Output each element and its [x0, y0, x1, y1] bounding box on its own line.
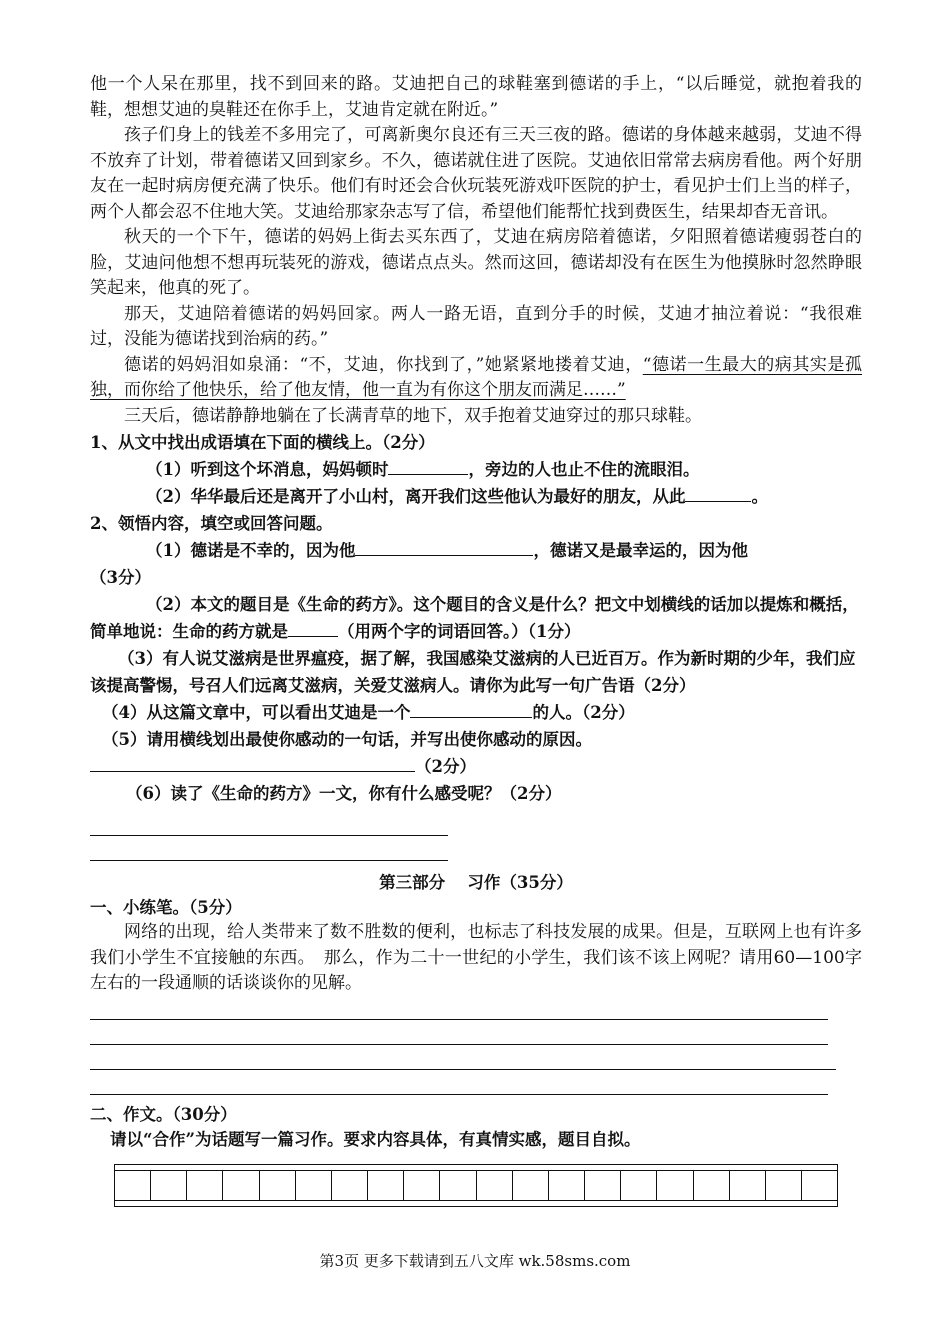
grid-cell[interactable]: [513, 1171, 549, 1200]
grid-cell[interactable]: [440, 1171, 476, 1200]
q1-2-text-a: （2）华华最后还是离开了小山村，离开我们这些他认为最好的朋友，从此: [146, 487, 686, 506]
q2-5-score: （2分）: [415, 757, 476, 776]
q2-4-answer-blank[interactable]: [410, 699, 532, 718]
grid-cell[interactable]: [368, 1171, 404, 1200]
grid-cell[interactable]: [730, 1171, 766, 1200]
grid-cell[interactable]: [296, 1171, 332, 1200]
grid-cell[interactable]: [260, 1171, 296, 1200]
q2-5-answer-blank[interactable]: [90, 753, 415, 772]
grid-cell[interactable]: [477, 1171, 513, 1200]
question-1-1: [90, 456, 862, 483]
question-1-title: 1、从文中找出成语填在下面的横线上。（2分）: [90, 433, 435, 452]
q2-5-answer-line: [90, 753, 862, 780]
page-footer: 第3页 更多下载请到五八文库 wk.58sms.com: [319, 1252, 631, 1270]
story-paragraph-1: 他一个人呆在那里，找不到回来的路。艾迪把自己的球鞋塞到德诺的手上，“以后睡觉，就抱着我的鞋，想想艾迪的臭鞋还在你手上，艾迪肯定就在附近。”: [90, 74, 862, 120]
part-3-heading: 第三部分 习作（35分）: [379, 873, 573, 892]
story-paragraph-2: 孩子们身上的钱差不多用完了，可离新奥尔良还有三天三夜的路。德诺的身体越来越弱，艾迪不得不放弃了计划，带着德诺又回到家乡。不久，德诺就住进了医院。艾迪依旧常常去病房看他。两个好朋友在一起时病房便充满了快乐。他们有时还会合伙玩装死游戏吓医院的护士，看见护士们上当的样子，两个人都会忍不住地大笑。艾迪给那家杂志写了信，希望他们能帮忙找到费医生，结果却杳无音讯。: [90, 125, 862, 222]
grid-top-border: [114, 1164, 838, 1171]
underlined-sentence: “德诺一生最大的病其实是孤独，而你给了他快乐，给了他友情，他一直为有你这个朋友而满足……”: [90, 354, 862, 400]
grid-cell[interactable]: [115, 1171, 151, 1200]
q2-1-score: （3分）: [90, 568, 151, 587]
composition-grid: [114, 1164, 838, 1207]
question-2-1: [90, 537, 862, 564]
question-2-3: （3）有人说艾滋病是世界瘟疫，据了解，我国感染艾滋病的人已近百万。作为新时期的少年，我们应该提高警惕，号召人们远离艾滋病，关爱艾滋病人。请你为此写一句广告语（2分）: [90, 649, 856, 695]
q2-1-text-a: （1）德诺是不幸的，因为他: [146, 541, 356, 560]
grid-cell[interactable]: [332, 1171, 368, 1200]
section-2-title: 二、作文。（30分）: [90, 1104, 237, 1124]
question-2-6: （6）读了《生命的药方》一文，你有什么感受呢？（2分）: [126, 784, 562, 803]
question-2-4: [90, 699, 862, 726]
grid-bottom-border: [114, 1200, 838, 1207]
grid-cell[interactable]: [151, 1171, 187, 1200]
question-2-5: （5）请用横线划出最使你感动的一句话，并写出使你感动的原因。: [102, 730, 592, 749]
q2-2-text-a: （2）本文的题目是《生命的药方》。这个题目的含义是什么？把文中划横线的话加以提炼和概括，简单地说：生命的药方就是: [90, 595, 859, 641]
story-paragraph-4: 那天，艾迪陪着德诺的妈妈回家。两人一路无语，直到分手的时候，艾迪才抽泣着说：“我很难过，没能为德诺找到治病的药。”: [90, 303, 862, 349]
grid-cell[interactable]: [585, 1171, 621, 1200]
q2-1-text-b: ，德诺又是最幸运的，因为他: [533, 541, 748, 560]
grid-cell[interactable]: [694, 1171, 730, 1200]
grid-cell[interactable]: [223, 1171, 259, 1200]
q1-2-text-b: 。: [751, 487, 768, 506]
q1-2-answer-blank[interactable]: [685, 483, 751, 502]
grid-cell[interactable]: [187, 1171, 223, 1200]
q2-1-answer-blank[interactable]: [355, 537, 533, 556]
grid-cell[interactable]: [404, 1171, 440, 1200]
grid-row: [114, 1171, 838, 1200]
grid-cell[interactable]: [621, 1171, 657, 1200]
section-2-prompt: 请以“合作”为话题写一篇习作。要求内容具体，有真情实感，题目自拟。: [110, 1129, 641, 1149]
q1-1-answer-blank[interactable]: [388, 456, 468, 475]
q1-1-text-a: （1）听到这个坏消息，妈妈顿时: [146, 460, 389, 479]
question-1-2: [90, 483, 862, 510]
grid-cell[interactable]: [766, 1171, 802, 1200]
story-paragraph-5-text: 德诺的妈妈泪如泉涌：“不，艾迪，你找到了，”她紧紧地搂着艾迪，: [124, 354, 643, 375]
grid-cell[interactable]: [802, 1171, 837, 1200]
question-2-title: 2、领悟内容，填空或回答问题。: [90, 514, 333, 533]
question-2-2: [90, 591, 862, 645]
q2-4-text-a: （4）从这篇文章中，可以看出艾迪是一个: [102, 703, 411, 722]
story-paragraph-5: [90, 353, 862, 404]
q2-6-answer-line-1[interactable]: [90, 807, 448, 836]
exam-page: [90, 72, 862, 1153]
q2-2-text-b: （用两个字的词语回答。）（1分）: [338, 622, 581, 641]
section-1-prompt: 网络的出现，给人类带来了数不胜数的便利，也标志了科技发展的成果。但是，互联网上也有许多我们小学生不宜接触的东西。 那么，作为二十一世纪的小学生，我们该不该上网呢？请用60—100字左右的一段通顺的话谈谈你的见解。: [90, 922, 862, 993]
section-1-title: 一、小练笔。（5分）: [90, 898, 242, 917]
q1-1-text-b: ，旁边的人也止不住的流眼泪。: [468, 460, 700, 479]
grid-cell[interactable]: [657, 1171, 693, 1200]
q2-6-answer-line-2[interactable]: [90, 836, 448, 861]
grid-cell[interactable]: [549, 1171, 585, 1200]
story-paragraph-3: 秋天的一个下午，德诺的妈妈上街去买东西了，艾迪在病房陪着德诺，夕阳照着德诺瘦弱苍白的脸，艾迪问他想不想再玩装死的游戏，德诺点点头。然而这回，德诺却没有在医生为他摸脉时忽然睁眼笑起来，他真的死了。: [90, 227, 862, 298]
story-paragraph-6: 三天后，德诺静静地躺在了长满青草的地下，双手抱着艾迪穿过的那只球鞋。: [124, 405, 702, 426]
q2-4-text-b: 的人。（2分）: [532, 703, 635, 722]
q2-2-answer-blank[interactable]: [288, 618, 338, 637]
